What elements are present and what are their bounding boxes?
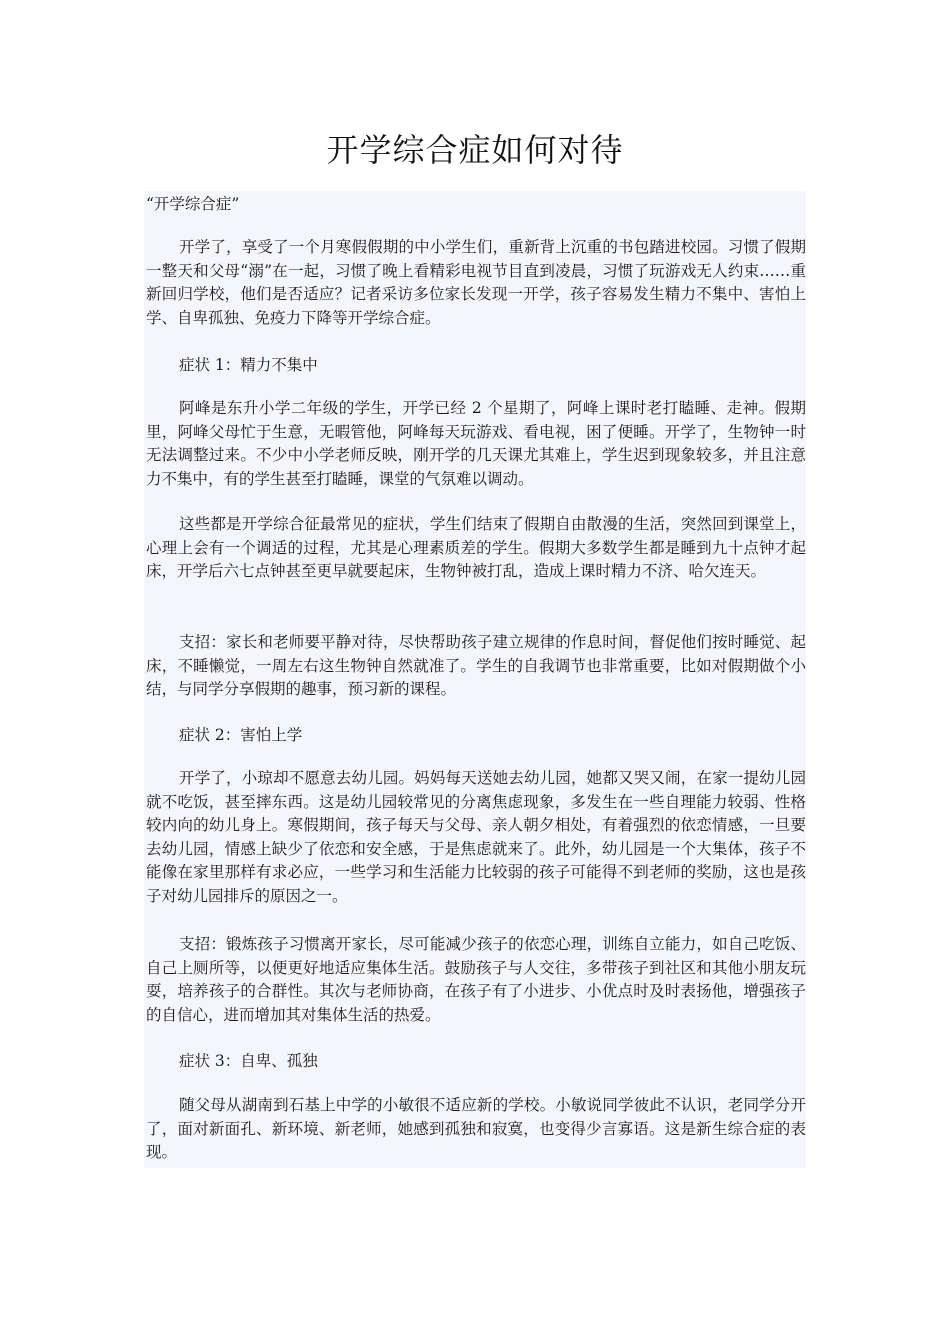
page-title: 开学综合症如何对待	[326, 131, 624, 169]
paragraph-intro: 开学了，享受了一个月寒假假期的中小学生们，重新背上沉重的书包踏进校园。习惯了假期一整天和父母“溺”在一起，习惯了晚上看精彩电视节目直到凌晨，习惯了玩游戏无人约束……重新回归学校，他们是否适应？记者采访多位家长发现一开学，孩子容易发生精力不集中、害怕上学、自卑孤独、免疫力下降等开学综合症。	[146, 238, 806, 327]
heading-symptom-3: 症状 3：自卑、孤独	[179, 1052, 318, 1070]
paragraph-symptom-2-case: 开学了，小琼却不愿意去幼儿园。妈妈每天送她去幼儿园，她都又哭又闹，在家一提幼儿园就不吃饭，甚至摔东西。这是幼儿园较常见的分离焦虑现象，多发生在一些自理能力较弱、性格较内向的幼儿身上。寒假期间，孩子每天与父母、亲人朝夕相处，有着强烈的依恋情感，一旦要去幼儿园，情感上缺少了依恋和安全感，于是焦虑就来了。此外，幼儿园是一个大集体，孩子不能像在家里那样有求必应，一些学习和生活能力比较弱的孩子可能得不到老师的奖励，这也是孩子对幼儿园排斥的原因之一。	[146, 769, 806, 905]
paragraph-symptom-2-advice: 支招：锻炼孩子习惯离开家长，尽可能减少孩子的依恋心理，训练自立能力，如自己吃饭、自己上厕所等，以便更好地适应集体生活。鼓励孩子与人交往，多带孩子到社区和其他小朋友玩耍，培养孩子的合群性。其次与老师协商，在孩子有了小进步、小优点时及时表扬他，增强孩子的自信心，进而增加其对集体生活的热爱。	[146, 935, 806, 1024]
paragraph-symptom-1-explanation: 这些都是开学综合征最常见的症状，学生们结束了假期自由散漫的生活，突然回到课堂上，心理上会有一个调适的过程，尤其是心理素质差的学生。假期大多数学生都是睡到九十点钟才起床，开学后六七点钟甚至更早就要起床，生物钟被打乱，造成上课时精力不济、哈欠连天。	[146, 515, 806, 580]
heading-symptom-2: 症状 2：害怕上学	[179, 726, 303, 744]
article-subtitle: “开学综合症”	[146, 195, 240, 213]
heading-symptom-1: 症状 1：精力不集中	[179, 356, 318, 374]
article-body	[144, 191, 806, 1168]
paragraph-symptom-1-advice: 支招：家长和老师要平静对待，尽快帮助孩子建立规律的作息时间，督促他们按时睡觉、起床，不睡懒觉，一周左右这生物钟自然就准了。学生的自我调节也非常重要，比如对假期做个小结，与同学分享假期的趣事，预习新的课程。	[146, 633, 806, 698]
paragraph-symptom-3-case: 随父母从湖南到石基上中学的小敏很不适应新的学校。小敏说同学彼此不认识，老同学分开了，面对新面孔、新环境、新老师，她感到孤独和寂寞，也变得少言寡语。这是新生综合症的表现。	[146, 1096, 806, 1161]
paragraph-symptom-1-case: 阿峰是东升小学二年级的学生，开学已经 2 个星期了，阿峰上课时老打瞌睡、走神。假期里，阿峰父母忙于生意，无暇管他，阿峰每天玩游戏、看电视，困了便睡。开学了，生物钟一时无法调整过来。不少中小学老师反映，刚开学的几天课尤其难上，学生迟到现象较多，并且注意力不集中，有的学生甚至打瞌睡，课堂的气氛难以调动。	[146, 399, 806, 488]
